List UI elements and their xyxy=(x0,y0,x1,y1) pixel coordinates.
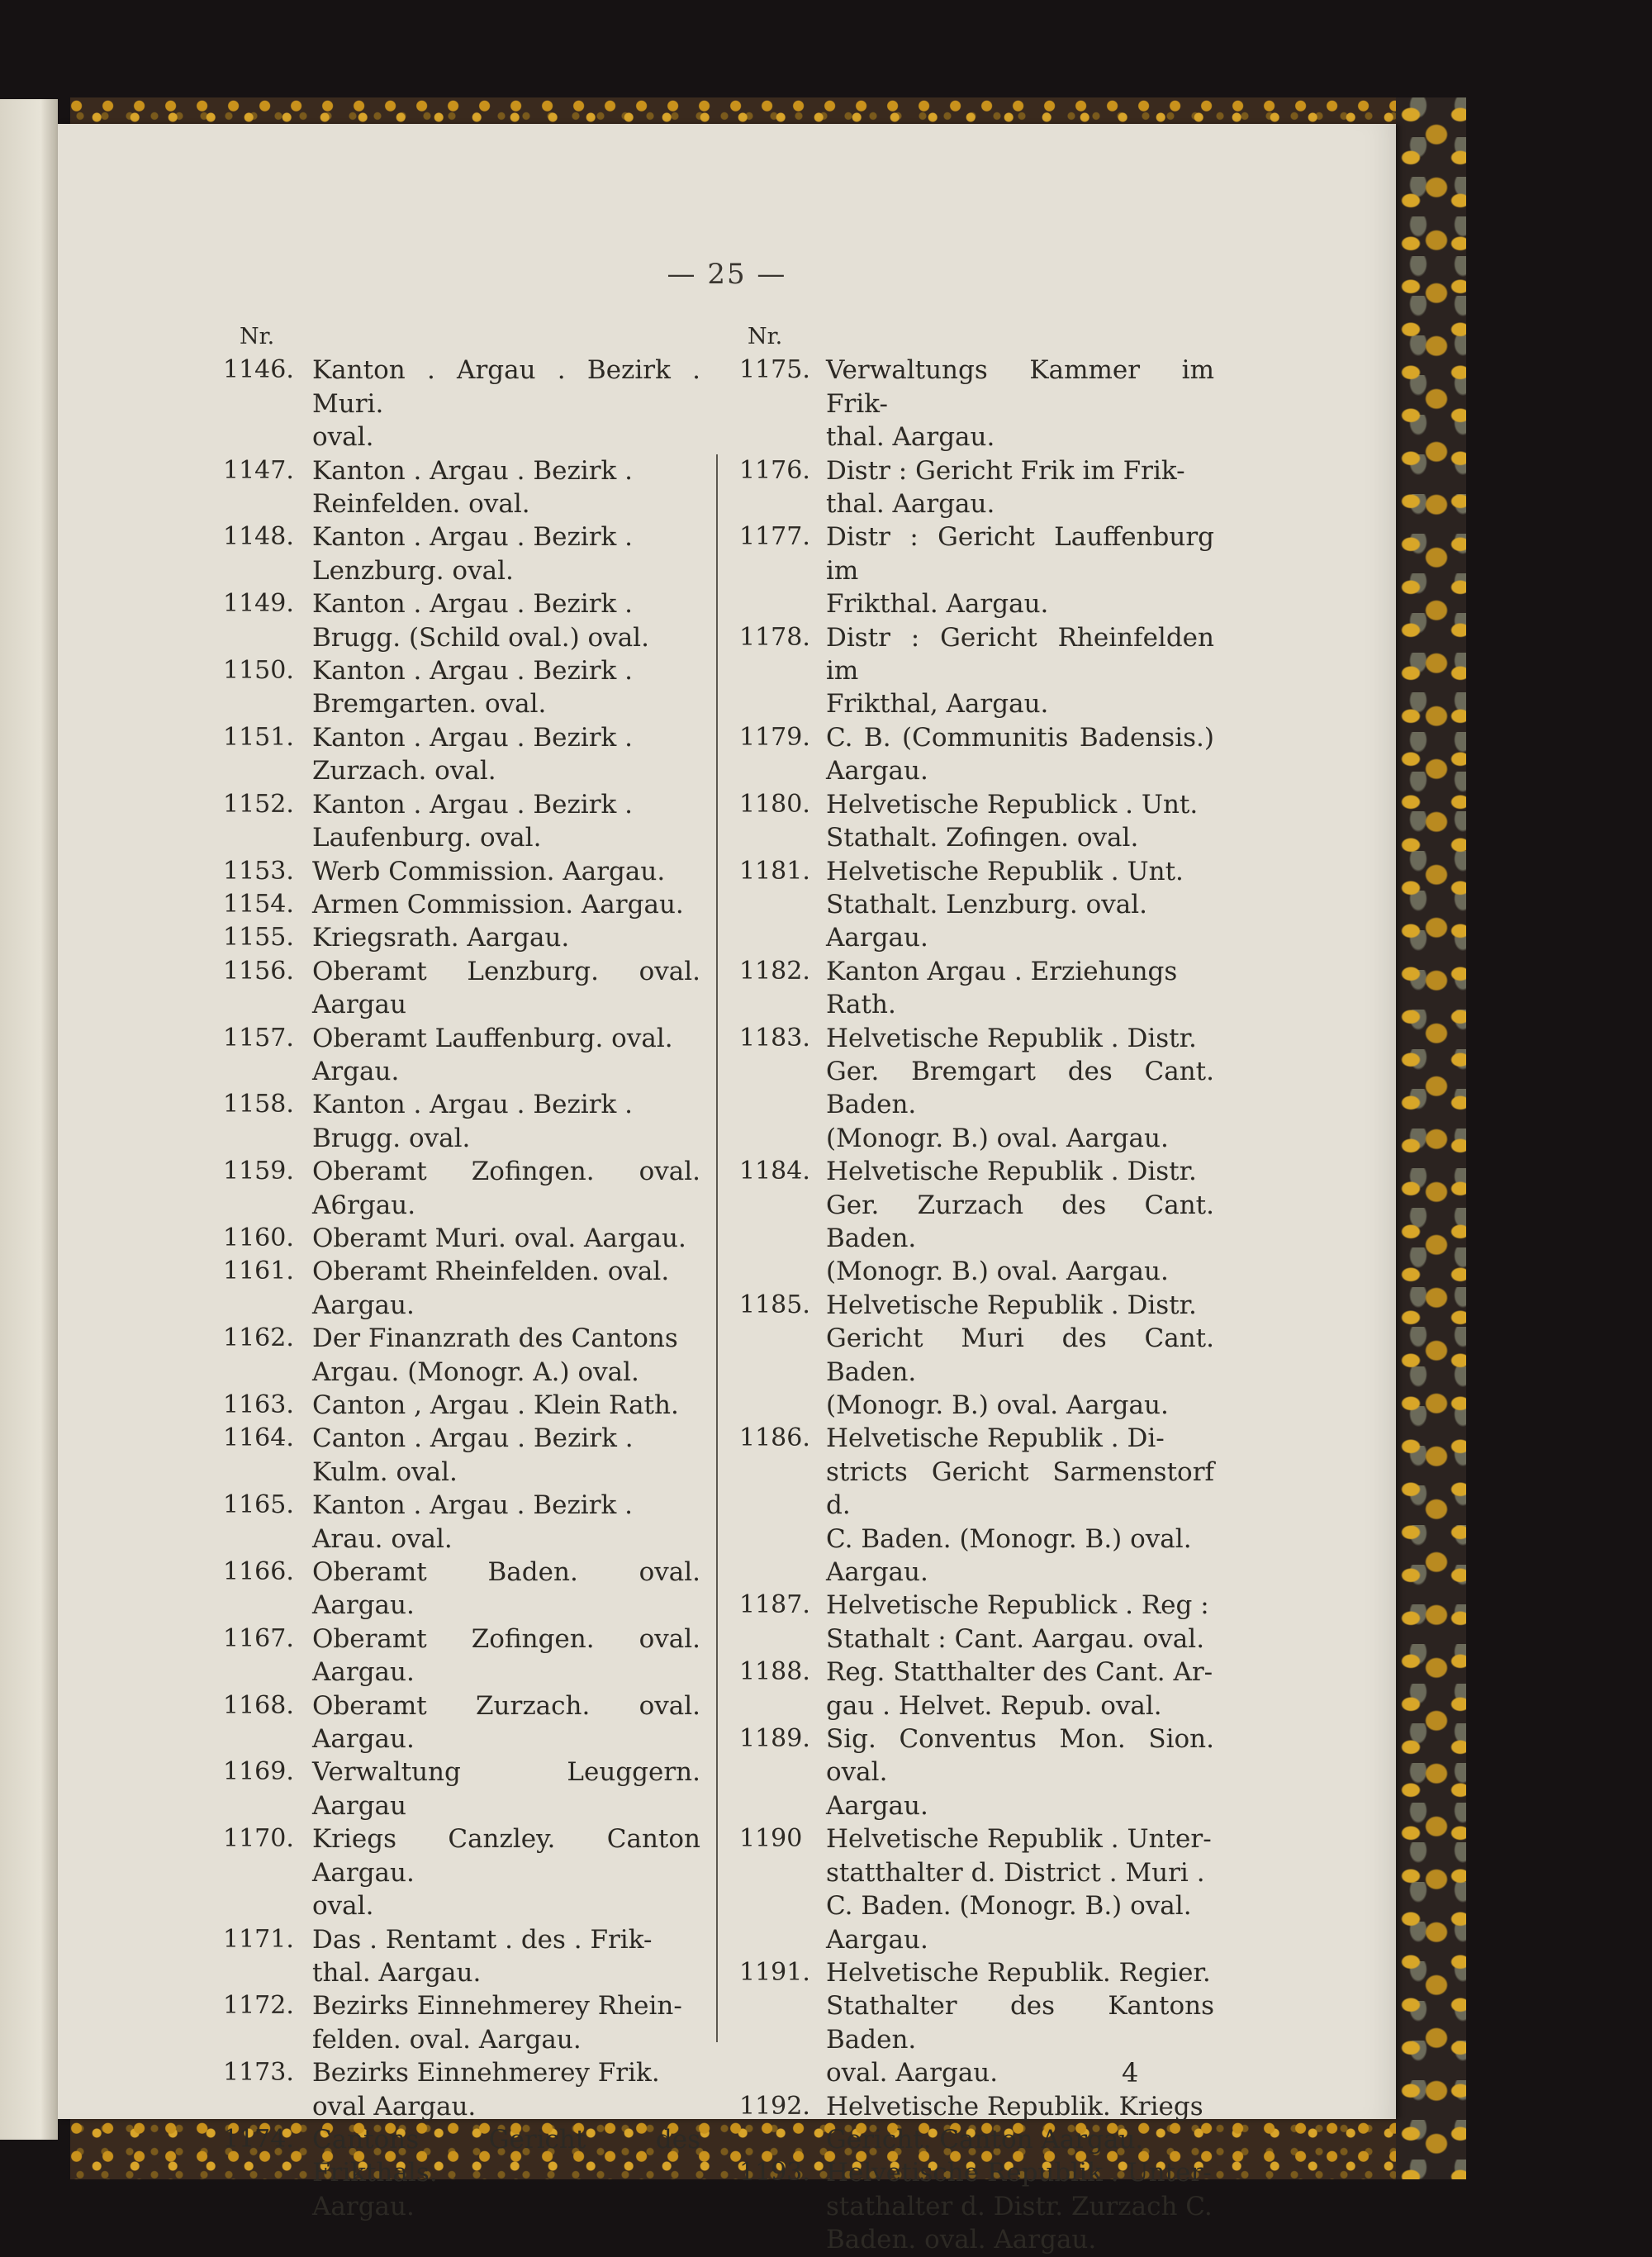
entry-line: Helvetische Republik . Unter- xyxy=(826,1824,1212,1855)
catalog-entry xyxy=(223,1389,700,1422)
catalog-entry xyxy=(223,520,700,587)
catalog-entry xyxy=(223,1322,700,1389)
entry-number: 1148. xyxy=(223,522,294,552)
catalog-entry xyxy=(739,955,1214,1022)
entry-line: Oberamt Rheinfelden. oval. xyxy=(312,1257,670,1287)
entry-text xyxy=(826,1822,1214,1956)
entry-number: 1162. xyxy=(223,1323,294,1353)
entry-line: felden. oval. Aargau. xyxy=(312,2024,582,2055)
entry-line: C. B. (Communitis Badensis.) Aargau. xyxy=(826,722,1214,786)
entry-line: (Monogr. B.) oval. Aargau. xyxy=(826,1123,1169,1153)
left-entry-list xyxy=(223,354,700,2223)
entry-line: Das . Rentamt . des . Frik- xyxy=(312,1924,653,1955)
column-header: Nr. xyxy=(748,324,783,349)
entry-number: 1165. xyxy=(223,1490,294,1520)
catalog-entry xyxy=(739,1422,1214,1589)
entry-line: Cantons Gericht des Frikthals. xyxy=(312,2124,700,2188)
entry-text xyxy=(826,1022,1214,1156)
entry-line: Sig. Conventus Mon. Sion. oval. xyxy=(826,1724,1214,1788)
page-number: — 25 — xyxy=(667,258,787,291)
entry-line: Kanton . Argau . Bezirk . xyxy=(312,789,633,820)
entry-line: Helvetische Republik . Unter- xyxy=(826,2158,1212,2188)
entry-line: Stathalt : Cant. Aargau. oval. xyxy=(826,1623,1205,1654)
marbled-board-edge xyxy=(1396,97,1466,2179)
entry-line: thal. Aargau. xyxy=(312,1957,482,1988)
entry-number: 1185. xyxy=(739,1290,810,1319)
entry-number: 1176. xyxy=(739,455,810,485)
entry-line: Bezirks Einnehmerey Frik. xyxy=(312,2058,660,2088)
entry-line: Argau. xyxy=(312,1056,400,1086)
entry-line: Verwaltungs Kammer im Frik- xyxy=(826,355,1214,419)
entry-number: 1159. xyxy=(223,1157,294,1186)
entry-text xyxy=(826,1656,1214,1722)
entry-line: Kanton . Argau . Bezirk . xyxy=(312,1090,633,1120)
entry-line: Helvetische Republick . Unt. xyxy=(826,789,1199,820)
entry-line: Aargau. xyxy=(826,1557,928,1588)
entry-text xyxy=(312,1623,700,1689)
entry-text xyxy=(826,2090,1214,2157)
entry-text xyxy=(826,1722,1214,1822)
entry-line: Brugg. oval. xyxy=(312,1123,471,1153)
entry-line: Kanton . Argau . Bezirk . xyxy=(312,1490,633,1521)
entry-line: (Monogr. B.) oval. Aargau. xyxy=(826,1390,1169,1420)
entry-line: Distr : Gericht Rheinfelden im xyxy=(826,622,1214,687)
entry-line: stathalter d. Distr. Zurzach C. xyxy=(826,2191,1213,2221)
entry-text xyxy=(826,788,1214,855)
entry-line: Aargau. xyxy=(312,2191,415,2221)
entry-number: 1182. xyxy=(739,956,810,986)
entry-number: 1190 xyxy=(739,1824,803,1854)
entry-line: Werb Commission. Aargau. xyxy=(312,856,666,886)
entry-number: 1183. xyxy=(739,1023,810,1052)
entry-text xyxy=(826,621,1214,721)
entry-line: Aargau. xyxy=(826,1790,928,1821)
entry-text xyxy=(826,955,1214,1022)
entry-line: Helvetische Republik . Distr. xyxy=(826,1290,1197,1320)
entry-number: 1191. xyxy=(739,1957,810,1987)
entry-line: Helvetische Republik . Di- xyxy=(826,1423,1165,1454)
entry-text xyxy=(312,1155,700,1222)
entry-line: Bezirks Einnehmerey Rhein- xyxy=(312,1991,682,2022)
catalog-entry xyxy=(223,1923,700,1990)
entry-number: 1157. xyxy=(223,1023,294,1052)
entry-text xyxy=(312,1222,700,1255)
entry-line: Stathalt. Zofingen. oval. xyxy=(826,823,1139,853)
entry-number: 1158. xyxy=(223,1090,294,1119)
entry-number: 1147. xyxy=(223,455,294,485)
entry-number: 1152. xyxy=(223,789,294,819)
entry-line: Helvetische Republik. Kriegs xyxy=(826,2091,1203,2122)
entry-line: statthalter d. District . Muri . xyxy=(826,1857,1205,1888)
entry-text xyxy=(312,1489,700,1556)
catalog-entry xyxy=(223,955,700,1022)
catalog-entry xyxy=(739,855,1214,955)
catalog-entry xyxy=(739,1022,1214,1156)
catalog-entry xyxy=(223,1556,700,1623)
catalog-entry xyxy=(223,921,700,954)
left-column xyxy=(223,321,700,2223)
entry-line: Verwaltung Leuggern. Aargau xyxy=(312,1757,700,1821)
catalog-entry xyxy=(223,1155,700,1222)
entry-line: Kanton . Argau . Bezirk . xyxy=(312,455,633,486)
catalog-entry xyxy=(223,855,700,888)
entry-line: Brugg. (Schild oval.) oval. xyxy=(312,622,649,653)
entry-text xyxy=(312,1989,700,2056)
entry-number: 1192. xyxy=(739,2091,810,2121)
entry-text xyxy=(312,1923,700,1990)
entry-line: Canton . Argau . Bezirk . xyxy=(312,1423,634,1454)
catalog-entry xyxy=(739,788,1214,855)
catalog-entry xyxy=(739,1589,1214,1656)
entry-line: Laufenburg. oval. xyxy=(312,823,542,853)
catalog-entry xyxy=(223,1088,700,1155)
entry-number: 1150. xyxy=(223,656,294,686)
entry-text xyxy=(826,2156,1214,2256)
entry-number: 1173. xyxy=(223,2058,294,2088)
entry-line: Kriegs Canzley. Canton Aargau. xyxy=(312,1824,700,1888)
entry-line: Ger. Bremgart des Cant. Baden. xyxy=(826,1056,1214,1120)
entry-text xyxy=(312,587,700,654)
entry-text xyxy=(312,2123,700,2223)
entry-text xyxy=(312,1255,700,1322)
entry-number: 1178. xyxy=(739,622,810,652)
entry-line: Rath. xyxy=(826,990,896,1020)
catalog-entry xyxy=(739,621,1214,721)
entry-line: Aargau. xyxy=(826,1924,928,1955)
entry-line: Kanton . Argau . Bezirk . xyxy=(312,656,633,687)
entry-number: 1154. xyxy=(223,889,294,919)
catalog-entry xyxy=(739,721,1214,788)
catalog-entry xyxy=(223,1255,700,1322)
entry-number: 1174. xyxy=(223,2124,294,2154)
entry-number: 1193. xyxy=(739,2158,810,2188)
entry-text xyxy=(312,721,700,788)
entry-text xyxy=(312,1422,700,1489)
signature-mark: 4 xyxy=(1122,2057,1139,2088)
entry-number: 1161. xyxy=(223,1257,294,1286)
entry-number: 1179. xyxy=(739,722,810,752)
entry-line: C. Baden. (Monogr. B.) oval. xyxy=(826,1523,1192,1554)
entry-line: Bremgarten. oval. xyxy=(312,689,547,720)
entry-line: Kulm. oval. xyxy=(312,1456,458,1487)
catalog-entry xyxy=(223,721,700,788)
entry-line: Distr : Gericht Lauffenburg im xyxy=(826,522,1214,586)
entry-line: oval. xyxy=(312,422,374,453)
entry-number: 1168. xyxy=(223,1690,294,1720)
right-entry-list xyxy=(739,354,1214,2256)
entry-line: Stathalt. Lenzburg. oval. xyxy=(826,889,1147,919)
catalog-entry xyxy=(223,788,700,855)
catalog-entry xyxy=(223,1489,700,1556)
catalog-entry xyxy=(223,1422,700,1489)
entry-number: 1155. xyxy=(223,923,294,953)
entry-line: Helvetische Republick . Reg : xyxy=(826,1590,1209,1621)
entry-number: 1164. xyxy=(223,1423,294,1453)
entry-number: 1169. xyxy=(223,1757,294,1787)
entry-line: Frikthal. Aargau. xyxy=(826,589,1049,620)
entry-line: stricts Gericht Sarmenstorf d. xyxy=(826,1456,1214,1521)
entry-number: 1166. xyxy=(223,1557,294,1587)
entry-text xyxy=(312,788,700,855)
right-column xyxy=(739,321,1214,2257)
entry-line: Lenzburg. oval. xyxy=(312,555,514,586)
entry-line: Aargau. xyxy=(312,1290,415,1320)
entry-number: 1181. xyxy=(739,856,810,886)
entry-number: 1188. xyxy=(739,1657,810,1687)
entry-line: Helvetische Republik . Distr. xyxy=(826,1157,1197,1187)
entry-line: Argau. (Monogr. A.) oval. xyxy=(312,1357,639,1387)
entry-text xyxy=(312,1088,700,1155)
entry-line: oval Aargau. xyxy=(312,2091,477,2122)
catalog-entry xyxy=(223,2123,700,2223)
entry-text xyxy=(312,921,700,954)
entry-number: 1171. xyxy=(223,1924,294,1954)
catalog-entry xyxy=(739,1155,1214,1289)
entry-number: 1167. xyxy=(223,1623,294,1653)
entry-line: Kanton . Argau . Bezirk . xyxy=(312,589,633,620)
entry-number: 1177. xyxy=(739,522,810,552)
catalog-entry xyxy=(739,1656,1214,1722)
entry-line: Baden. oval. Aargau. xyxy=(826,2225,1097,2255)
entry-line: oval. xyxy=(312,1891,374,1922)
entry-line: Der Finanzrath des Cantons xyxy=(312,1323,678,1354)
entry-line: Kanton . Argau . Bezirk . xyxy=(312,722,633,753)
entry-line: gau . Helvet. Repub. oval. xyxy=(826,1690,1162,1721)
entry-number: 1180. xyxy=(739,789,810,819)
entry-number: 1184. xyxy=(739,1157,810,1186)
entry-line: Helvetische Republik . Distr. xyxy=(826,1023,1197,1053)
entry-line: Stathalter des Kantons Baden. xyxy=(826,1991,1214,2055)
entry-line: Oberamt Lenzburg. oval. Aargau xyxy=(312,956,700,1020)
entry-number: 1187. xyxy=(739,1590,810,1620)
entry-number: 1170. xyxy=(223,1824,294,1854)
entry-line: Kanton . Argau . Bezirk . Muri. xyxy=(312,355,700,419)
entry-line: Oberamt Lauffenburg. oval. xyxy=(312,1023,673,1053)
entry-line: Arau. oval. xyxy=(312,1523,453,1554)
catalog-entry xyxy=(739,1722,1214,1822)
entry-text xyxy=(826,855,1214,955)
entry-line: Kanton . Argau . Bezirk . xyxy=(312,522,633,553)
entry-line: Oberamt Muri. oval. Aargau. xyxy=(312,1223,686,1253)
entry-line: Frikthal, Aargau. xyxy=(826,689,1049,720)
entry-text xyxy=(312,654,700,721)
entry-text xyxy=(312,855,700,888)
entry-line: Distr : Gericht Frik im Frik- xyxy=(826,455,1185,486)
entry-text xyxy=(826,1589,1214,1656)
entry-line: Gericht Muri des Cant. Baden. xyxy=(826,1323,1214,1387)
entry-number: 1153. xyxy=(223,856,294,886)
entry-text xyxy=(826,1289,1214,1423)
entry-text xyxy=(312,1389,700,1422)
entry-line: Aargau. xyxy=(826,923,928,953)
entry-line: C. Baden. (Monogr. B.) oval. xyxy=(826,1891,1192,1922)
catalog-entry xyxy=(739,354,1214,454)
catalog-entry xyxy=(223,1822,700,1922)
entry-line: Oberamt Zofingen. oval. Aargau. xyxy=(312,1623,700,1688)
entry-number: 1149. xyxy=(223,589,294,619)
entry-text xyxy=(826,354,1214,454)
entry-number: 1146. xyxy=(223,355,294,385)
entry-line: Reg. Statthalter des Cant. Ar- xyxy=(826,1657,1213,1688)
catalog-entry xyxy=(739,520,1214,620)
column-divider xyxy=(716,454,718,2042)
entry-text xyxy=(312,1689,700,1756)
catalog-entry xyxy=(739,2156,1214,2256)
catalog-entry xyxy=(223,1756,700,1822)
catalog-entry xyxy=(739,1289,1214,1423)
entry-line: Helvetische Republik. Regier. xyxy=(826,1957,1211,1988)
entry-text xyxy=(826,520,1214,620)
entry-number: 1175. xyxy=(739,355,810,385)
catalog-entry xyxy=(739,454,1214,521)
entry-line: Kriegsrath. Aargau. xyxy=(312,923,570,953)
entry-number: 1151. xyxy=(223,722,294,752)
entry-text xyxy=(312,454,700,521)
book-page xyxy=(58,124,1396,2255)
entry-line: Oberamt Baden. oval. Aargau. xyxy=(312,1557,700,1621)
catalog-entry xyxy=(223,654,700,721)
entry-text xyxy=(312,520,700,587)
entry-line: thal. Aargau. xyxy=(826,489,995,520)
entry-line: Helvetische Republik . Unt. xyxy=(826,856,1184,886)
entry-line: oval. Aargau. xyxy=(826,2058,999,2088)
catalog-entry xyxy=(739,1956,1214,2090)
catalog-entry xyxy=(223,1022,700,1089)
entry-number: 1160. xyxy=(223,1223,294,1252)
entry-text xyxy=(826,1155,1214,1289)
entry-line: Reinfelden. oval. xyxy=(312,489,530,520)
catalog-entry xyxy=(223,587,700,654)
entry-line: (Monogr. B.) oval. Aargau. xyxy=(826,1257,1169,1287)
catalog-entry xyxy=(223,2056,700,2123)
entry-line: Gericht. Canton Aargau. xyxy=(826,2124,1144,2155)
entry-text xyxy=(312,1022,700,1089)
catalog-entry xyxy=(739,2090,1214,2157)
entry-text xyxy=(312,1322,700,1389)
catalog-entry xyxy=(739,1822,1214,1956)
catalog-entry xyxy=(223,354,700,454)
catalog-entry xyxy=(223,1623,700,1689)
entry-text xyxy=(312,2056,700,2123)
entry-text xyxy=(826,1956,1214,2090)
entry-text xyxy=(312,1756,700,1822)
entry-line: Zurzach. oval. xyxy=(312,756,496,786)
column-header: Nr. xyxy=(240,324,275,349)
catalog-entry xyxy=(223,1989,700,2056)
entry-line: thal. Aargau. xyxy=(826,422,995,453)
entry-text xyxy=(312,1822,700,1922)
entry-line: Oberamt Zofingen. oval. A6rgau. xyxy=(312,1157,700,1220)
entry-line: Ger. Zurzach des Cant. Baden. xyxy=(826,1190,1214,1253)
entry-line: Armen Commission. Aargau. xyxy=(312,889,684,919)
catalog-entry xyxy=(223,454,700,521)
previous-page-edge xyxy=(0,99,58,2140)
entry-text xyxy=(312,1556,700,1623)
catalog-entry xyxy=(223,888,700,921)
entry-text xyxy=(826,721,1214,788)
entry-number: 1156. xyxy=(223,956,294,986)
entry-line: Canton , Argau . Klein Rath. xyxy=(312,1390,679,1420)
entry-text xyxy=(826,1422,1214,1589)
entry-number: 1189. xyxy=(739,1724,810,1754)
entry-text xyxy=(312,354,700,454)
catalog-entry xyxy=(223,1689,700,1756)
entry-number: 1186. xyxy=(739,1423,810,1453)
entry-text xyxy=(312,888,700,921)
catalog-entry xyxy=(223,1222,700,1255)
entry-text xyxy=(826,454,1214,521)
entry-line: Kanton Argau . Erziehungs xyxy=(826,956,1178,986)
entry-number: 1163. xyxy=(223,1390,294,1419)
entry-line: Oberamt Zurzach. oval. Aargau. xyxy=(312,1690,700,1755)
entry-text xyxy=(312,955,700,1022)
entry-number: 1172. xyxy=(223,1991,294,2021)
